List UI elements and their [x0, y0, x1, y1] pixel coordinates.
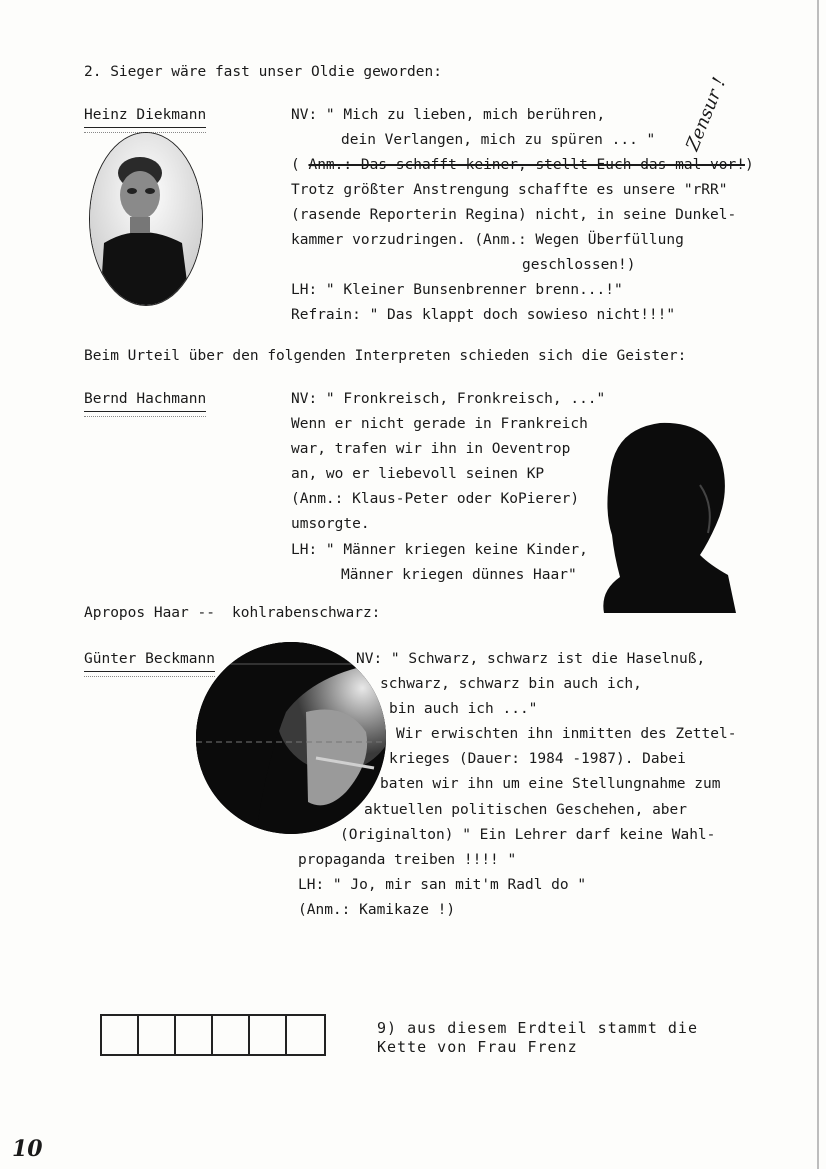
answer-cell[interactable]	[287, 1016, 324, 1054]
bernd-line-3: war, trafen wir ihn in Oeventrop	[291, 441, 571, 457]
page-number: 10	[12, 1136, 43, 1162]
zensur-note: Zensur !	[682, 74, 731, 154]
bernd-line-4: an, wo er liebevoll seinen KP	[291, 466, 545, 482]
answer-cell[interactable]	[139, 1016, 176, 1054]
heinz-line-1: NV: " Mich zu lieben, mich berühren,	[291, 107, 606, 123]
struck-text: Anm.: Das schafft keiner, stellt Euch das mal vor!	[308, 157, 745, 173]
heinz-line-4: (rasende Reporterin Regina) nicht, in seine Dunkel-	[291, 207, 737, 223]
heinz-struck-line	[291, 156, 754, 174]
guenter-line-1: NV: " Schwarz, schwarz ist die Haselnuß,	[356, 651, 706, 667]
name-guenter-beckmann: Günter Beckmann	[84, 650, 215, 672]
photo-heinz-diekmann	[89, 132, 203, 306]
puzzle-clue-line-1: 9) aus diesem Erdteil stammt die	[377, 1019, 698, 1037]
bernd-line-6: umsorgte.	[291, 516, 370, 532]
answer-cell[interactable]	[102, 1016, 139, 1054]
bernd-line-7: LH: " Männer kriegen keine Kinder,	[291, 542, 588, 558]
transition-text-2b: kohlrabenschwarz:	[232, 605, 381, 621]
bernd-line-2: Wenn er nicht gerade in Frankreich	[291, 416, 588, 432]
section-heading: 2. Sieger wäre fast unser Oldie geworden:	[84, 64, 442, 80]
photo-bernd-hachmann	[590, 415, 740, 613]
heinz-line-2: dein Verlangen, mich zu spüren ... "	[341, 132, 656, 148]
struck-close: )	[744, 157, 754, 173]
answer-cell[interactable]	[213, 1016, 250, 1054]
silhouette-image	[590, 415, 740, 613]
heinz-line-8: Refrain: " Das klappt doch sowieso nicht!!!"	[291, 307, 676, 323]
name-heinz-diekmann: Heinz Diekmann	[84, 106, 206, 128]
page-edge	[817, 0, 819, 1169]
struck-open: (	[291, 157, 309, 173]
guenter-line-5: krieges (Dauer: 1984 -1987). Dabei	[389, 751, 686, 767]
guenter-line-4: Wir erwischten ihn inmitten des Zettel-	[396, 726, 737, 742]
photo-guenter-beckmann	[196, 642, 386, 834]
bernd-line-1: NV: " Fronkreisch, Fronkreisch, ..."	[291, 391, 606, 407]
heinz-line-6: geschlossen!)	[522, 257, 636, 273]
guenter-line-6: baten wir ihn um eine Stellungnahme zum	[380, 776, 721, 792]
answer-boxes[interactable]	[100, 1014, 326, 1056]
answer-cell[interactable]	[250, 1016, 287, 1054]
handwritten-annotation	[668, 74, 748, 154]
bernd-line-5: (Anm.: Klaus-Peter oder KoPierer)	[291, 491, 580, 507]
guenter-line-11: (Anm.: Kamikaze !)	[298, 902, 456, 918]
guenter-line-2: schwarz, schwarz bin auch ich,	[380, 676, 642, 692]
transition-text-2a: Apropos Haar --	[84, 605, 215, 621]
name-bernd-hachmann: Bernd Hachmann	[84, 390, 206, 412]
guenter-line-7: aktuellen politischen Geschehen, aber	[364, 802, 688, 818]
heinz-line-3: Trotz größter Anstrengung schaffte es unsere "rRR"	[291, 182, 728, 198]
heinz-line-5: kammer vorzudringen. (Anm.: Wegen Überfüllung	[291, 232, 684, 248]
puzzle-clue-line-2: Kette von Frau Frenz	[377, 1038, 578, 1056]
portrait-image	[90, 133, 202, 305]
bernd-line-8: Männer kriegen dünnes Haar"	[341, 567, 577, 583]
guenter-line-10: LH: " Jo, mir san mit'm Radl do "	[298, 877, 587, 893]
heinz-line-7: LH: " Kleiner Bunsenbrenner brenn...!"	[291, 282, 623, 298]
guenter-line-3: bin auch ich ..."	[389, 701, 538, 717]
guenter-line-8: (Originalton) " Ein Lehrer darf keine Wahl-	[340, 827, 716, 843]
portrait-image-dark	[196, 642, 386, 834]
guenter-line-9: propaganda treiben !!!! "	[298, 852, 517, 868]
transition-text-1: Beim Urteil über den folgenden Interpreten schieden sich die Geister:	[84, 348, 687, 364]
answer-cell[interactable]	[176, 1016, 213, 1054]
